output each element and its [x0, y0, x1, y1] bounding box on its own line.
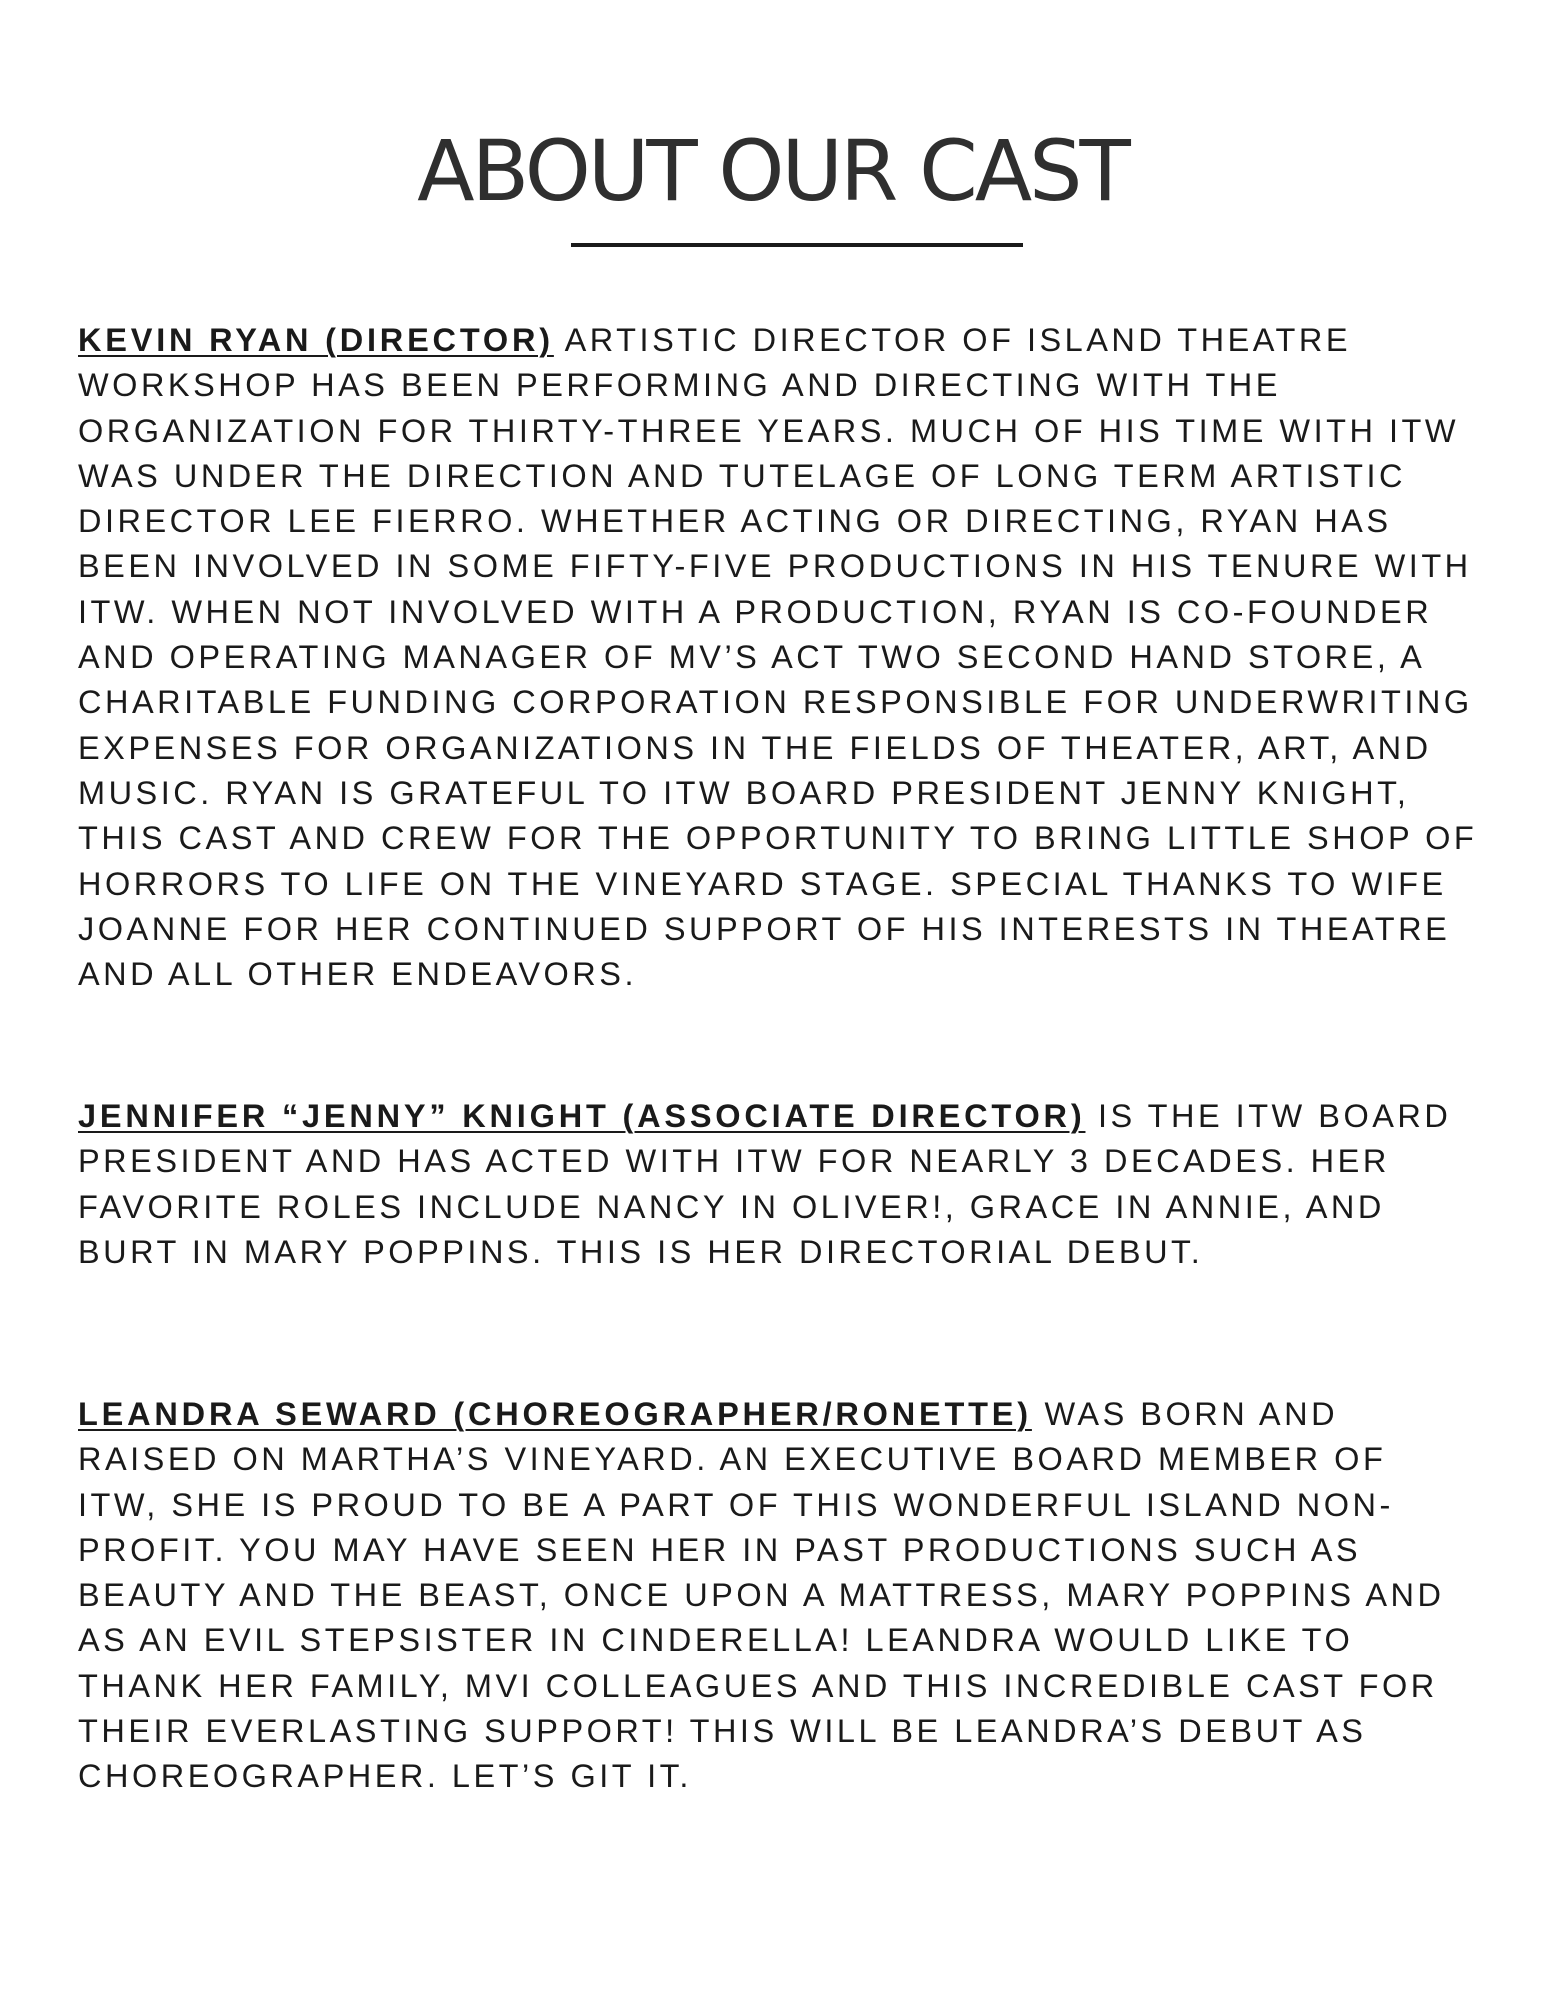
- bio-text-kevin-ryan: ARTISTIC DIRECTOR OF ISLAND THEATRE WORKSHOP HAS BEEN PERFORMING AND DIRECTING WITH THE ORGANIZATION FOR THIRTY-THREE YEARS. MUCH OF HIS TIME WITH ITW WAS UNDER THE DIRECTION AND TUTELAGE OF LONG TERM ARTISTIC DIRECTOR LEE FIERRO. WHETHER ACTING OR DIRECTING, RYAN HAS BEEN INVOLVED IN SOME FIFTY-FIVE PRODUCTIONS IN HIS TENURE WITH ITW. WHEN NOT INVOLVED WITH A PRODUCTION, RYAN IS CO-FOUNDER AND OPERATING MANAGER OF MV’S ACT TWO SECOND HAND STORE, A CHARITABLE FUNDING CORPORATION RESPONSIBLE FOR UNDERWRITING EXPENSES FOR ORGANIZATIONS IN THE FIELDS OF THEATER, ART, AND MUSIC. RYAN IS GRATEFUL TO ITW BOARD PRESIDENT JENNY KNIGHT, THIS CAST AND CREW FOR THE OPPORTUNITY TO BRING LITTLE SHOP OF HORRORS TO LIFE ON THE VINEYARD STAGE. SPECIAL THANKS TO WIFE JOANNE FOR HER CONTINUED SUPPORT OF HIS INTERESTS IN THEATRE AND ALL OTHER ENDEAVORS.: [78, 322, 1478, 993]
- bio-jenny-knight: [78, 1094, 1478, 1275]
- title-underline: [571, 243, 1023, 247]
- bio-name-kevin-ryan: KEVIN RYAN (DIRECTOR): [78, 322, 554, 358]
- bio-leandra-seward: [78, 1392, 1478, 1800]
- bio-name-leandra-seward: LEANDRA SEWARD (CHOREOGRAPHER/RONETTE): [78, 1396, 1032, 1432]
- bio-text-jenny-knight: IS THE ITW BOARD PRESIDENT AND HAS ACTED WITH ITW FOR NEARLY 3 DECADES. HER FAVORITE ROLES INCLUDE NANCY IN OLIVER!, GRACE IN ANNIE, AND BURT IN MARY POPPINS. THIS IS HER DIRECTORIAL DEBUT.: [78, 1098, 1452, 1270]
- bio-name-jenny-knight: JENNIFER “JENNY” KNIGHT (ASSOCIATE DIRECTOR): [78, 1098, 1086, 1134]
- bio-kevin-ryan: [78, 318, 1478, 997]
- bio-text-leandra-seward: WAS BORN AND RAISED ON MARTHA’S VINEYARD. AN EXECUTIVE BOARD MEMBER OF ITW, SHE IS PROUD TO BE A PART OF THIS WONDERFUL ISLAND NON-PROFIT. YOU MAY HAVE SEEN HER IN PAST PRODUCTIONS SUCH AS BEAUTY AND THE BEAST, ONCE UPON A MATTRESS, MARY POPPINS AND AS AN EVIL STEPSISTER IN CINDERELLA! LEANDRA WOULD LIKE TO THANK HER FAMILY, MVI COLLEAGUES AND THIS INCREDIBLE CAST FOR THEIR EVERLASTING SUPPORT! THIS WILL BE LEANDRA’S DEBUT AS CHOREOGRAPHER. LET’S GIT IT.: [78, 1396, 1445, 1795]
- page-title: ABOUT OUR CAST: [417, 122, 1128, 220]
